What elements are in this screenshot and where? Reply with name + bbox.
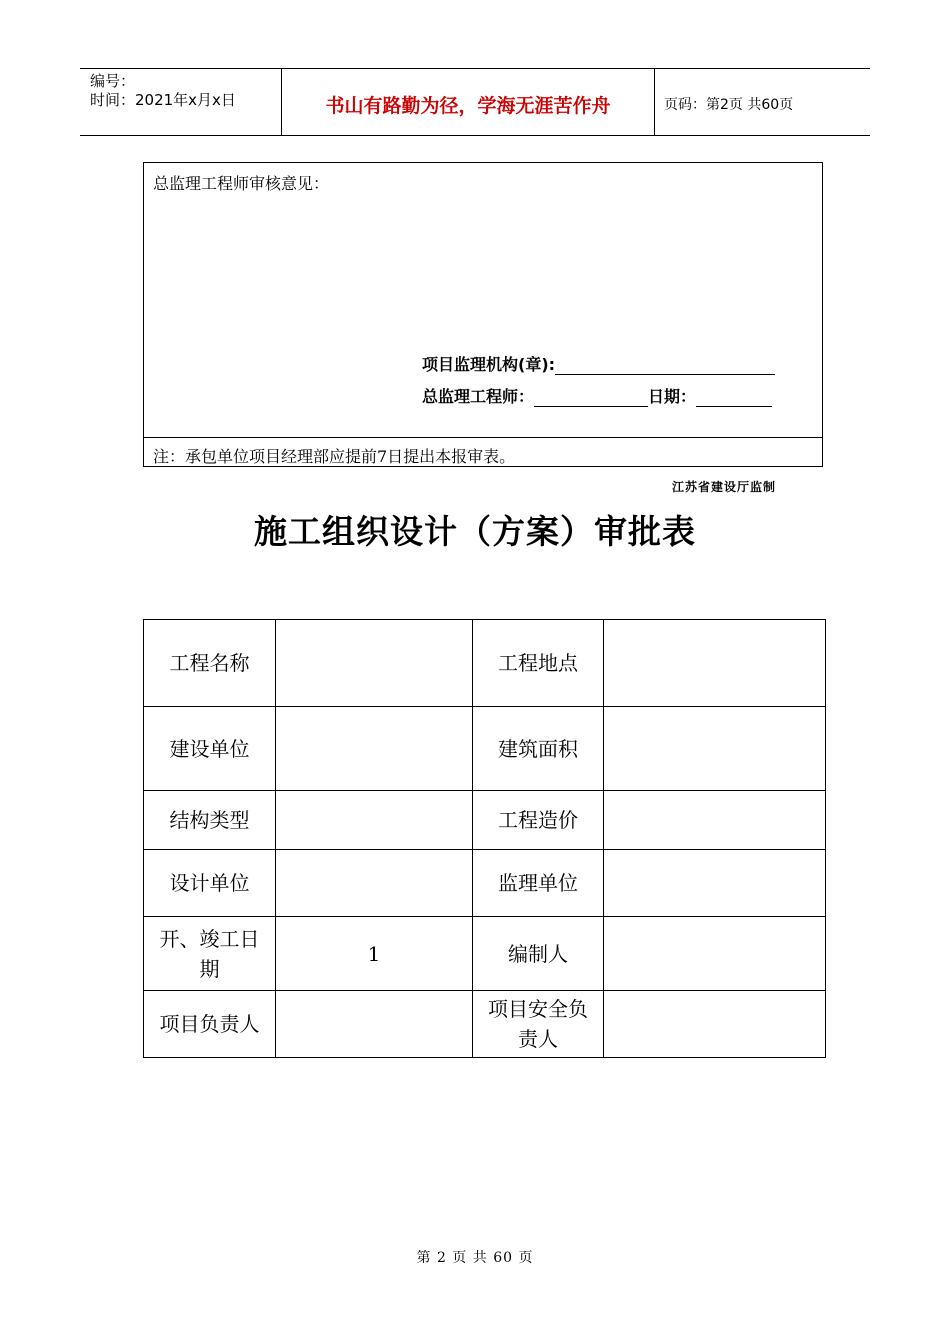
header-bottom-rule	[80, 135, 870, 136]
start-end-date-label: 开、竣工日期	[144, 917, 276, 991]
project-location-label: 工程地点	[473, 620, 604, 707]
compiler-value[interactable]	[604, 917, 826, 991]
header-top-rule	[80, 68, 870, 69]
compiler-label: 编制人	[473, 917, 604, 991]
supervision-unit-label: 监理单位	[473, 850, 604, 917]
project-cost-value[interactable]	[604, 791, 826, 850]
review-opinion-label: 总监理工程师审核意见：	[153, 174, 330, 193]
header-divider	[654, 68, 655, 136]
note-divider	[144, 437, 822, 438]
safety-leader-value[interactable]	[604, 991, 826, 1058]
project-name-label: 工程名称	[144, 620, 276, 707]
header-page-info: 页码：第2页 共60页	[664, 97, 794, 113]
chief-engineer-label: 总监理工程师：	[422, 387, 535, 406]
project-location-value[interactable]	[604, 620, 826, 707]
project-leader-value[interactable]	[276, 991, 473, 1058]
design-unit-label: 设计单位	[144, 850, 276, 917]
table-row	[144, 917, 826, 991]
project-leader-label: 项目负责人	[144, 991, 276, 1058]
supervision-org-field[interactable]	[555, 357, 775, 375]
design-unit-value[interactable]	[276, 850, 473, 917]
chief-engineer-row	[422, 384, 772, 407]
table-row	[144, 991, 826, 1058]
supervision-unit-value[interactable]	[604, 850, 826, 917]
safety-leader-label: 项目安全负责人	[473, 991, 604, 1058]
building-area-value[interactable]	[604, 707, 826, 791]
page-footer: 第 2 页 共 60 页	[416, 1250, 534, 1266]
table-row	[144, 620, 826, 707]
chief-engineer-field[interactable]	[534, 389, 648, 407]
document-time-label: 时间：2021年x月x日	[90, 91, 236, 109]
form-title: 施工组织设计（方案）审批表	[254, 512, 696, 551]
supervision-stamp-text: 江苏省建设厅监制	[672, 480, 777, 494]
project-cost-label: 工程造价	[473, 791, 604, 850]
approval-table	[143, 619, 826, 1058]
header-motto: 书山有路勤为径，学海无涯苦作舟	[325, 95, 611, 117]
review-date-field[interactable]	[696, 389, 772, 407]
building-area-label: 建筑面积	[473, 707, 604, 791]
supervision-org-row	[422, 352, 775, 375]
review-date-label: 日期：	[648, 387, 697, 406]
client-unit-label: 建设单位	[144, 707, 276, 791]
structure-type-label: 结构类型	[144, 791, 276, 850]
chief-engineer-review-box	[143, 162, 823, 467]
start-end-date-value[interactable]: 1	[276, 917, 473, 991]
table-row	[144, 791, 826, 850]
document-number-label: 编号：	[90, 72, 136, 90]
project-name-value[interactable]	[276, 620, 473, 707]
supervision-org-label: 项目监理机构(章):	[422, 355, 556, 374]
table-row	[144, 707, 826, 791]
table-row	[144, 850, 826, 917]
submission-note: 注：承包单位项目经理部应提前7日提出本报审表。	[153, 447, 516, 466]
header-meta	[90, 72, 236, 110]
structure-type-value[interactable]	[276, 791, 473, 850]
client-unit-value[interactable]	[276, 707, 473, 791]
